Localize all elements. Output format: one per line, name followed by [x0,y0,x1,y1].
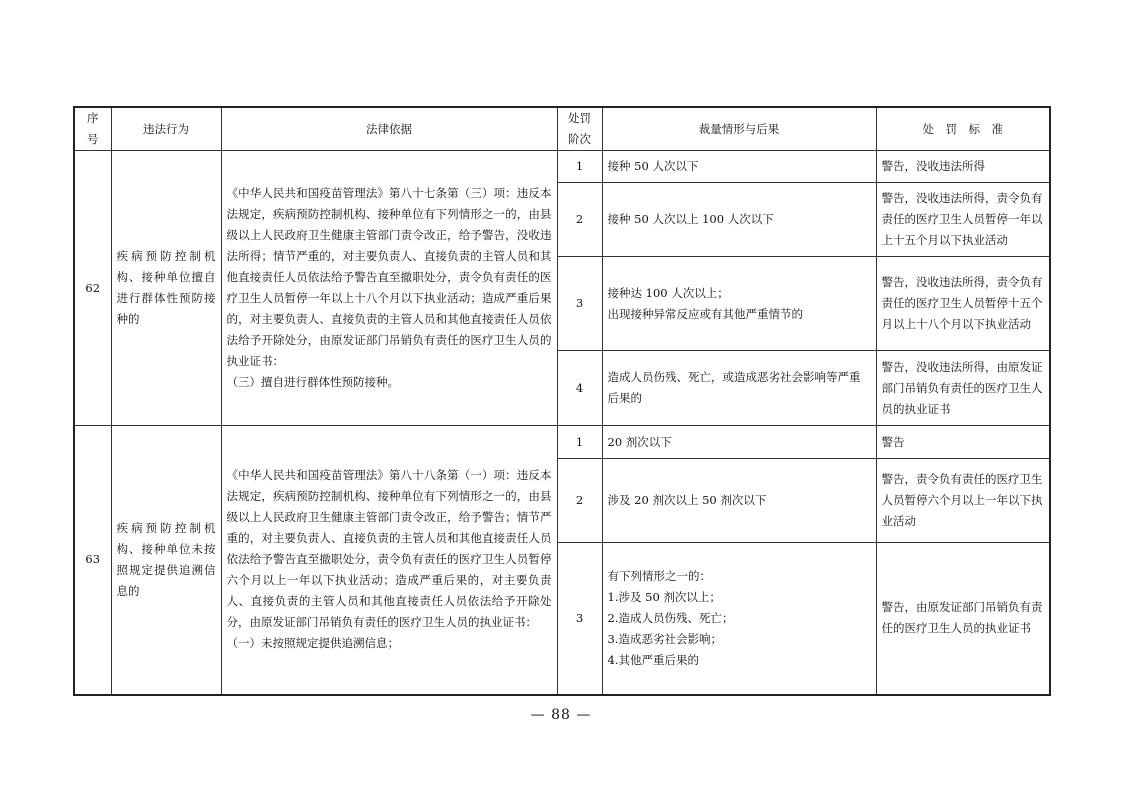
stage-situation: 接种 50 人次以下 [602,151,876,183]
header-standard: 处 罚 标 准 [876,107,1050,151]
row-legal-basis: 《中华人民共和国疫苗管理法》第八十八条第（一）项：违反本法规定，疾病预防控制机构、接种单位有下列情形之一的，由县级以上人民政府卫生健康主管部门责令改正，给予警告；情节严重的，对主要负责人、直接负责的主管人员和其他直接责任人员依法给予警告直至撤职处分，责令负有责任的医疗卫生人员暂停六个月以上一年以下执业活动；造成严重后果的，对主要负责人、直接负责的主管人员和其他直接责任人员依法给予开除处分，由原发证部门吊销负有责任的医疗卫生人员的执业证书： （一）未按照规定提供追溯信息； [221,426,557,695]
table-row [74,426,1050,459]
stage-situation: 20 剂次以下 [602,426,876,459]
stage-number: 3 [557,257,602,351]
header-stage: 处罚 阶次 [557,107,602,151]
row-violation: 疾病预防控制机构、接种单位未按照规定提供追溯信息的 [111,426,221,695]
stage-situation: 接种 50 人次以上 100 人次以下 [602,183,876,257]
stage-standard: 警告，由原发证部门吊销负有责任的医疗卫生人员的执业证书 [876,543,1050,695]
penalty-standards-table [73,106,1051,696]
header-situation: 裁量情形与后果 [602,107,876,151]
row-legal-basis: 《中华人民共和国疫苗管理法》第八十七条第（三）项：违反本法规定，疾病预防控制机构、接种单位有下列情形之一的，由县级以上人民政府卫生健康主管部门责令改正，给予警告，没收违法所得；情节严重的，对主要负责人、直接负责的主管人员和其他直接责任人员依法给予警告直至撤职处分，责令负有责任的医疗卫生人员暂停一年以上十八个月以下执业活动；造成严重后果的，对主要负责人、直接负责的主管人员和其他直接责任人员依法给予开除处分，由原发证部门吊销负有责任的医疗卫生人员的执业证书： （三）擅自进行群体性预防接种。 [221,151,557,426]
stage-number: 2 [557,183,602,257]
header-seq: 序 号 [74,107,111,151]
stage-standard: 警告，没收违法所得，由原发证部门吊销负有责任的医疗卫生人员的执业证书 [876,351,1050,426]
stage-number: 2 [557,459,602,543]
stage-situation: 造成人员伤残、死亡，或造成恶劣社会影响等严重后果的 [602,351,876,426]
stage-number: 1 [557,151,602,183]
row-seq: 63 [74,426,111,695]
stage-standard: 警告，没收违法所得，责令负有责任的医疗卫生人员暂停十五个月以上十八个月以下执业活动 [876,257,1050,351]
stage-situation: 接种达 100 人次以上； 出现接种异常反应或有其他严重情节的 [602,257,876,351]
header-violation: 违法行为 [111,107,221,151]
stage-standard: 警告，没收违法所得，责令负有责任的医疗卫生人员暂停一年以上十五个月以下执业活动 [876,183,1050,257]
stage-situation: 涉及 20 剂次以上 50 剂次以下 [602,459,876,543]
stage-standard: 警告 [876,426,1050,459]
table-row [74,151,1050,183]
page-number: — 88 — [530,707,592,723]
stage-number: 3 [557,543,602,695]
header-legal-basis: 法律依据 [221,107,557,151]
stage-number: 4 [557,351,602,426]
stage-number: 1 [557,426,602,459]
row-violation: 疾病预防控制机构、接种单位擅自进行群体性预防接种的 [111,151,221,426]
stage-situation: 有下列情形之一的： 1.涉及 50 剂次以上； 2.造成人员伤残、死亡； 3.造成恶劣社会影响； 4.其他严重后果的 [602,543,876,695]
stage-standard: 警告，责令负有责任的医疗卫生人员暂停六个月以上一年以下执业活动 [876,459,1050,543]
row-seq: 62 [74,151,111,426]
header-row [74,107,1050,151]
stage-standard: 警告，没收违法所得 [876,151,1050,183]
